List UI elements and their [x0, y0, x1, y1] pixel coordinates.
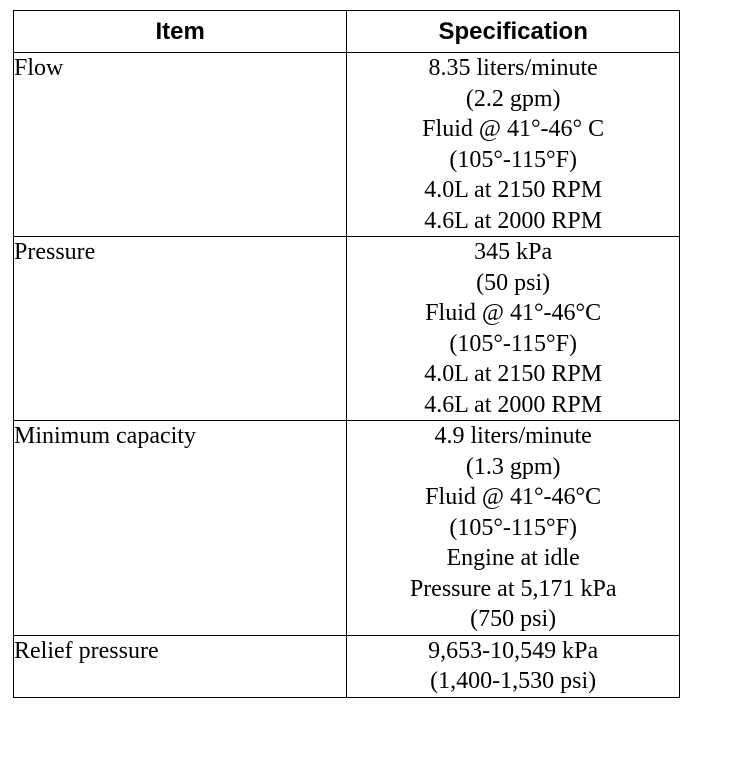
spec-line: (750 psi) — [470, 606, 557, 632]
spec-line: 4.0L at 2150 RPM — [424, 177, 603, 203]
spec-line: Fluid @ 41°-46°C — [425, 300, 602, 326]
spec-cell — [347, 635, 680, 697]
spec-cell — [347, 421, 680, 636]
item-cell: Minimum capacity — [14, 421, 347, 636]
spec-line: (105°-115°F) — [449, 146, 577, 173]
spec-line: Engine at idle — [446, 545, 580, 571]
spec-cell — [347, 237, 680, 421]
header-row — [14, 11, 680, 53]
table-row — [14, 421, 680, 636]
spec-line: 4.6L at 2000 RPM — [424, 207, 603, 234]
spec-line: Fluid @ 41°-46° C — [422, 116, 605, 142]
spec-line: (105°-115°F) — [449, 330, 577, 357]
table-row — [14, 53, 680, 237]
spec-line: (50 psi) — [476, 269, 551, 296]
spec-line: (1,400-1,530 psi) — [430, 668, 597, 694]
spec-cell — [347, 53, 680, 237]
header-specification: Specification — [347, 11, 680, 53]
spec-line: 4.9 liters/minute — [434, 423, 592, 449]
spec-line: (2.2 gpm) — [465, 85, 561, 112]
spec-line: Fluid @ 41°-46°C — [425, 484, 602, 510]
spec-line: (105°-115°F) — [449, 514, 577, 541]
spec-line: 4.6L at 2000 RPM — [424, 391, 603, 418]
spec-line: Pressure at 5,171 kPa — [409, 575, 617, 602]
item-cell: Relief pressure — [14, 635, 347, 697]
specification-table — [13, 10, 680, 698]
item-cell: Pressure — [14, 237, 347, 421]
spec-line: 8.35 liters/minute — [428, 55, 598, 81]
spec-line: (1.3 gpm) — [465, 453, 561, 480]
table-row — [14, 635, 680, 697]
item-cell: Flow — [14, 53, 347, 237]
spec-line: 9,653-10,549 kPa — [428, 637, 599, 664]
table-row — [14, 237, 680, 421]
spec-line: 4.0L at 2150 RPM — [424, 361, 603, 387]
spec-line: 345 kPa — [474, 239, 553, 265]
header-item: Item — [14, 11, 347, 53]
